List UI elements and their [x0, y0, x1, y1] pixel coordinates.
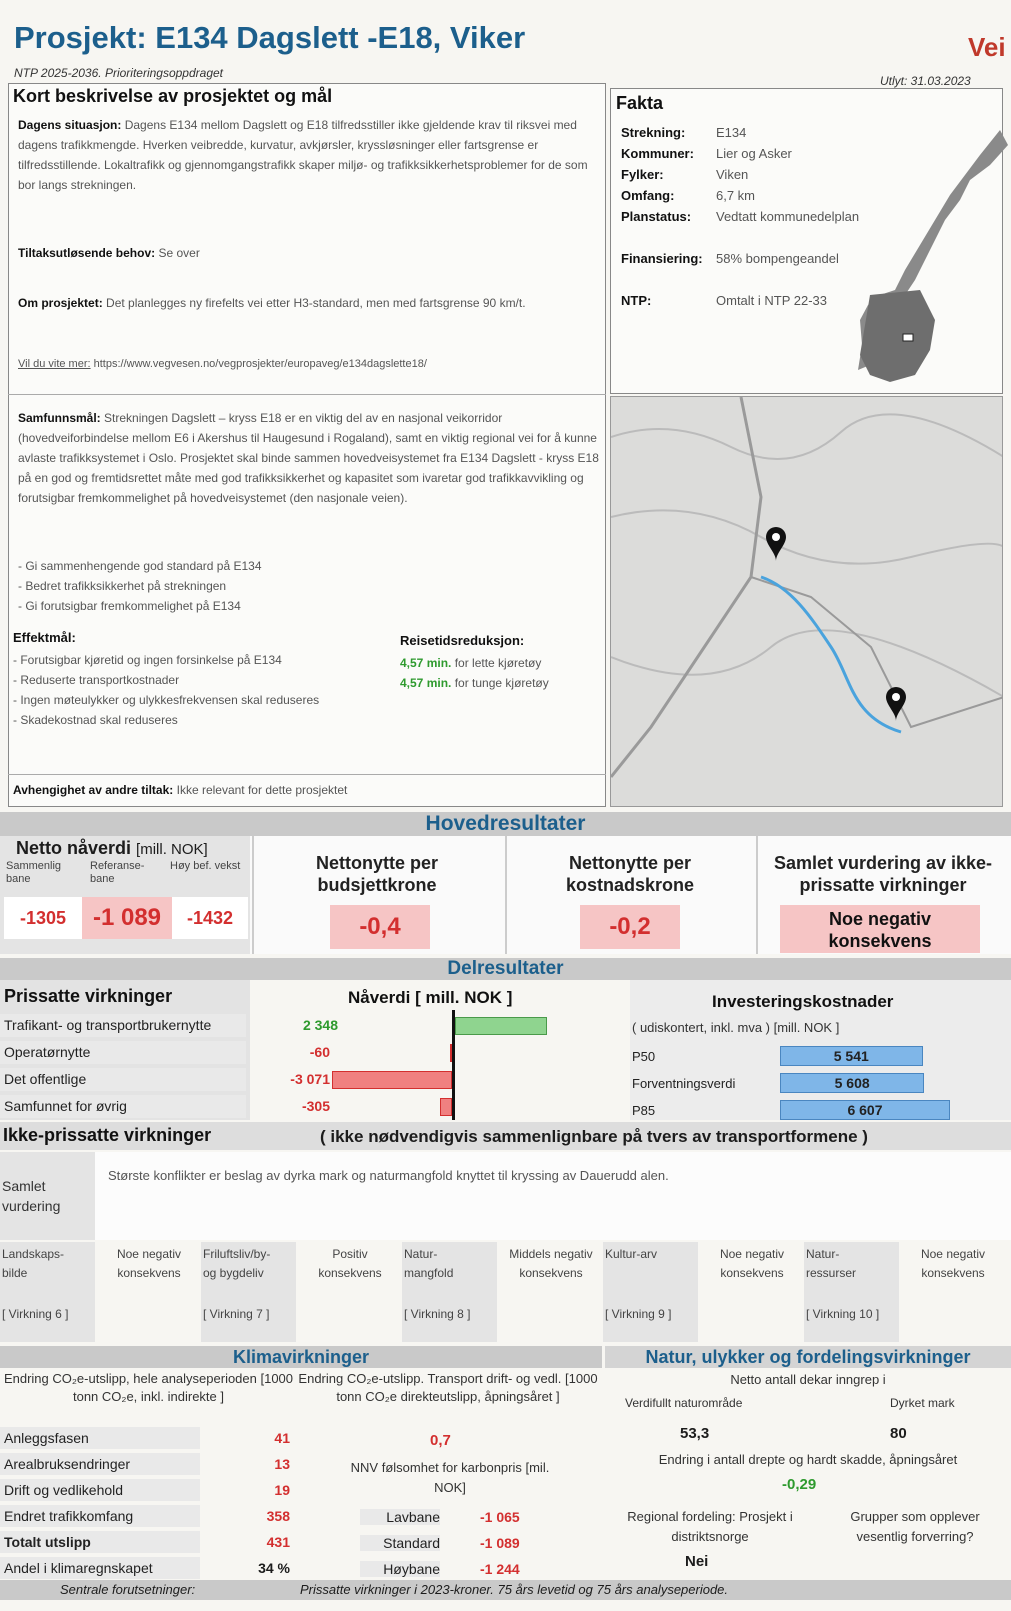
- nnv-value: -1 244: [480, 1561, 520, 1577]
- samlet-vurdering-text: Største konflikter er beslag av dyrka mark og naturmangfold knyttet til kryssing av Dauerudd alen.: [108, 1168, 669, 1183]
- samf-bullets: [18, 556, 418, 616]
- fakta-heading: Fakta: [616, 93, 664, 113]
- nnv-label: Høybane: [360, 1561, 440, 1577]
- divider: [8, 774, 606, 775]
- klima-label: Drift og vedlikehold: [0, 1479, 200, 1501]
- fakta-value: Omtalt i NTP 22-33: [716, 293, 828, 308]
- netto-title-text: Netto nåverdi: [16, 838, 132, 858]
- fakta-value: Viken: [716, 167, 749, 182]
- ikke-item-value: Noe negativ konsekvens: [116, 1247, 182, 1280]
- vil-du-vite-mer: [18, 354, 600, 374]
- reisetid-text: for tunge kjøretøy: [454, 676, 549, 690]
- investering-title: Investeringskostnader: [712, 992, 894, 1011]
- ikke-item-ref: [ Virkning 7 ]: [203, 1307, 270, 1321]
- prissatte-label: Operatørnytte: [0, 1041, 246, 1064]
- netto-value-reference: -1 089: [82, 897, 172, 939]
- fakta-label: Kommuner:: [621, 146, 694, 161]
- prissatte-bar: [440, 1098, 452, 1116]
- ikke-item-value: Noe negativ konsekvens: [719, 1247, 785, 1280]
- natur-heading: Natur, ulykker og fordelingsvirkninger: [605, 1346, 1011, 1368]
- eff-bullet: - Skadekostnad skal reduseres: [13, 713, 178, 727]
- page-title: Prosjekt: E134 Dagslett -E18, Viker: [14, 20, 526, 55]
- samf-bullet: - Bedret trafikksikkerhet på strekningen: [18, 579, 227, 593]
- kostnad-value: -0,2: [580, 905, 680, 949]
- ikke-item-name: Kultur-arv: [605, 1247, 658, 1261]
- ikke-item-value: Positiv konsekvens: [318, 1247, 382, 1280]
- eff-bullet: - Forutsigbar kjøretid og ingen forsinkelse på E134: [13, 653, 282, 667]
- samf-label: Samfunnsmål:: [18, 411, 101, 425]
- dagens-label: Dagens situasjon:: [18, 118, 122, 132]
- delresultater-heading: Delresultater: [0, 958, 1011, 980]
- netto-col-label: Referanse-bane: [90, 860, 145, 885]
- dekar-label: Netto antall dekar inngrep i: [730, 1372, 886, 1387]
- dekar-col-1: Verdifullt naturområde: [625, 1396, 743, 1410]
- vegvesen-logo: Vei: [968, 32, 1006, 62]
- ikke-item-name: Friluftsliv/by- og bygdeliv: [203, 1247, 271, 1280]
- prissatte-label: Trafikant- og transportbrukernytte: [0, 1014, 246, 1037]
- ikke-item-value: Noe negativ konsekvens: [920, 1247, 986, 1280]
- samf-bullet: - Gi sammenhengende god standard på E134: [18, 559, 262, 573]
- behov-label: Tiltaksutløsende behov:: [18, 246, 156, 260]
- nnv-label: NNV følsomhet for karbonpris [mil. NOK]: [350, 1460, 550, 1495]
- samlet-title: Samlet vurdering av ikke-prissatte virkninger: [773, 853, 993, 895]
- reisetid-value: 4,57 min.: [400, 656, 452, 670]
- prissatte-bar: [455, 1017, 547, 1035]
- effektmal-list: [13, 650, 363, 730]
- klima-label: Andel i klimaregnskapet: [0, 1557, 200, 1579]
- fakta-value: 6,7 km: [716, 188, 756, 203]
- samf-text: Strekningen Dagslett – kryss E18 er en viktig del av en nasjonal veikorridor (hovedveiforbindelse mellom E6 i Akershus til Haugesund i Rogaland), samt en viktig regional vei for å kunne avlaste trafikksystemet i Oslo. Prosjektet skal binde sammen hovedveisystemet fra E134 Dagslett - kryss E18 på en god og fremtidsrettet måte med god trafikksikkerhet og kapasitet som ivaretar god trafikkavvikling og forutsigbar fremkommelighet på hovedveisystemet (den nasjonale veien).: [18, 411, 599, 505]
- ikke-item-ref: [ Virkning 9 ]: [605, 1307, 672, 1321]
- dekar-value-1: 53,3: [680, 1425, 710, 1442]
- netto-naverdi-title: [16, 838, 208, 859]
- klima-value: 358: [266, 1508, 290, 1524]
- ikke-item-ref: [ Virkning 8 ]: [404, 1307, 471, 1321]
- footer-left: Sentrale forutsetninger:: [60, 1582, 196, 1597]
- klima-value: 34 %: [258, 1560, 290, 1576]
- prissatte-label: Samfunnet for øvrig: [0, 1095, 246, 1118]
- investering-bar: 5 608: [780, 1073, 924, 1093]
- ikke-prissatte-note: ( ikke nødvendigvis sammenlignbare på tvers av transportformene ): [320, 1127, 868, 1146]
- kostnad-title: Nettonytte per kostnadskrone: [565, 853, 695, 895]
- avhengighet: [13, 780, 603, 800]
- fakta-list: [621, 125, 871, 314]
- prissatte-title: Prissatte virkninger: [4, 986, 173, 1006]
- netto-value: -1305: [19, 908, 67, 928]
- ikke-item-ref: [ Virkning 10 ]: [806, 1307, 880, 1321]
- dagens-text: Dagens E134 mellom Dagslett og E18 tilfredsstiller ikke gjeldende krav til riksvei med dagens trafikkmengde. Hverken veibredde, kurvatur, avkjørsler, kryssløsninger eller fartsgrense er tilfredsstillende. Lokaltrafikk og gjennomgangstrafikk skaper miljø- og trafikksikkerhetsproblemer for de som bor langs strekningen.: [18, 118, 588, 192]
- klima-value: 41: [274, 1430, 290, 1446]
- zero-axis: [452, 1010, 455, 1120]
- klima-heading: Klimavirkninger: [0, 1346, 602, 1368]
- klima-label: Totalt utslipp: [0, 1531, 200, 1553]
- prissatte-bar: [332, 1071, 452, 1089]
- ikke-item-value: Middels negativ konsekvens: [509, 1247, 593, 1280]
- dagens-situasjon: [18, 115, 600, 195]
- netto-columns: [6, 860, 246, 886]
- footer-right: Prissatte virkninger i 2023-kroner. 75 års levetid og 75 års analyseperiode.: [300, 1582, 729, 1597]
- publish-date: Utlyt: 31.03.2023: [880, 74, 971, 88]
- ikke-item-name: Natur-mangfold: [404, 1247, 454, 1280]
- klima-label: Endret trafikkomfang: [0, 1505, 200, 1527]
- eff-bullet: - Reduserte transportkostnader: [13, 673, 180, 687]
- ikke-item-name: Landskaps-bilde: [2, 1247, 65, 1280]
- norway-map-icon: [850, 120, 1010, 390]
- regional-label: Regional fordeling: Prosjekt i distriktsnorge: [627, 1509, 793, 1544]
- dekar-col-2: Dyrket mark: [890, 1396, 955, 1410]
- investering-bar: 6 607: [780, 1100, 950, 1120]
- fakta-label: Planstatus:: [621, 209, 692, 224]
- klima-value: 19: [274, 1482, 290, 1498]
- vil-label: Vil du vite mer:: [18, 358, 91, 370]
- reisetid-text: for lette kjøretøy: [454, 656, 542, 670]
- dekar-value-2: 80: [890, 1425, 907, 1442]
- effektmal-label: Effektmål:: [13, 630, 76, 645]
- klima-head-2: Endring CO₂e-utslipp. Transport drift- og vedl. [1000 tonn CO₂e direkteutslipp, åpningsåret ]: [298, 1371, 598, 1404]
- fakta-label: Finansiering:: [621, 251, 703, 266]
- om-text: Det planlegges ny firefelts vei etter H3-standard, men med fartsgrense 90 km/t.: [106, 296, 526, 310]
- fakta-label: Fylker:: [621, 167, 664, 182]
- fakta-label: Omfang:: [621, 188, 675, 203]
- ntp-subtitle: NTP 2025-2036. Prioriteringsoppdraget: [14, 66, 224, 80]
- ikke-prissatte-title: Ikke-prissatte virkninger: [3, 1125, 212, 1145]
- fakta-value: 58% bompengeandel: [716, 251, 839, 266]
- netto-value: -1432: [186, 908, 234, 928]
- fakta-value: E134: [716, 125, 747, 140]
- fakta-value: Vedtatt kommunedelplan: [716, 209, 860, 224]
- ikke-item-name: Natur-ressurser: [806, 1247, 857, 1280]
- investering-bar: 5 541: [780, 1046, 923, 1066]
- prissatte-value: -60: [309, 1044, 330, 1060]
- netto-col-label: Høy bef. vekst: [170, 860, 241, 872]
- netto-col-label: Sammenlig bane: [6, 860, 62, 885]
- prissatte-value: -305: [301, 1098, 330, 1114]
- naverdi-title: Nåverdi [ mill. NOK ]: [348, 988, 513, 1007]
- reisetid-list: [400, 653, 549, 693]
- project-link[interactable]: https://www.vegvesen.no/vegprosjekter/europaveg/e134dagslette18/: [93, 358, 427, 370]
- investering-label: P50: [632, 1049, 656, 1064]
- investering-sub: ( udiskontert, inkl. mva ) [mill. NOK ]: [632, 1020, 840, 1035]
- budsjett-title: Nettonytte per budsjettkrone: [315, 853, 438, 895]
- divider: [8, 394, 606, 395]
- samfunnsmal: [18, 408, 600, 508]
- avh-text: Ikke relevant for dette prosjektet: [176, 783, 348, 797]
- om-label: Om prosjektet:: [18, 296, 103, 310]
- nnv-label: Standard: [360, 1535, 440, 1551]
- investering-label: Forventningsverdi: [632, 1076, 736, 1091]
- eff-bullet: - Ingen møteulykker og ulykkesfrekvensen skal reduseres: [13, 693, 320, 707]
- ulykke-value: -0,29: [782, 1476, 817, 1493]
- klima-head-1: Endring CO₂e-utslipp, hele analyseperioden [1000 tonn CO₂e, inkl. indirekte ]: [3, 1371, 294, 1404]
- fakta-label: NTP:: [621, 293, 652, 308]
- nnv-label: Lavbane: [360, 1509, 440, 1525]
- klima-value: 431: [266, 1534, 290, 1550]
- om-prosjektet: [18, 293, 578, 313]
- samlet-value: Noe negativ konsekvens: [780, 905, 980, 953]
- tiltak-behov: [18, 243, 600, 263]
- fakta-value: Lier og Asker: [716, 146, 792, 161]
- ikke-item-ref: [ Virkning 6 ]: [2, 1307, 69, 1321]
- reisetid-label: Reisetidsreduksjon:: [400, 633, 525, 648]
- behov-text: Se over: [158, 246, 200, 260]
- reisetid-value: 4,57 min.: [400, 676, 452, 690]
- nnv-value: -1 089: [480, 1535, 520, 1551]
- prissatte-value: -3 071: [290, 1071, 330, 1087]
- description-heading: Kort beskrivelse av prosjektet og mål: [13, 86, 333, 106]
- klima-direkte-value: 0,7: [430, 1432, 451, 1449]
- nnv-value: -1 065: [480, 1509, 520, 1525]
- route-map-drawing: [611, 397, 1003, 807]
- budsjett-value: -0,4: [330, 905, 430, 949]
- klima-label: Arealbruksendringer: [0, 1453, 200, 1475]
- klima-value: 13: [274, 1456, 290, 1472]
- prissatte-label: Det offentlige: [0, 1068, 246, 1091]
- investering-label: P85: [632, 1103, 656, 1118]
- hovedresultater-heading: Hovedresultater: [0, 812, 1011, 836]
- ulykke-label: Endring i antall drepte og hardt skadde, åpningsåret: [658, 1452, 958, 1467]
- samlet-vurdering-label: Samlet vurdering: [2, 1178, 61, 1214]
- samf-bullet: - Gi forutsigbar fremkommelighet på E134: [18, 599, 241, 613]
- netto-unit: [mill. NOK]: [136, 841, 208, 858]
- grupper-value: Nei: [685, 1553, 709, 1570]
- klima-label: Anleggsfasen: [0, 1427, 200, 1449]
- fakta-label: Strekning:: [621, 125, 686, 140]
- prissatte-value: 2 348: [302, 1017, 338, 1033]
- avh-label: Avhengighet av andre tiltak:: [13, 783, 174, 797]
- route-map[interactable]: [610, 396, 1003, 807]
- netto-values: [4, 897, 248, 939]
- samlet-vurdering-box: [95, 1152, 1011, 1240]
- grupper-label: Grupper som opplever vesentlig forverring?: [850, 1509, 980, 1544]
